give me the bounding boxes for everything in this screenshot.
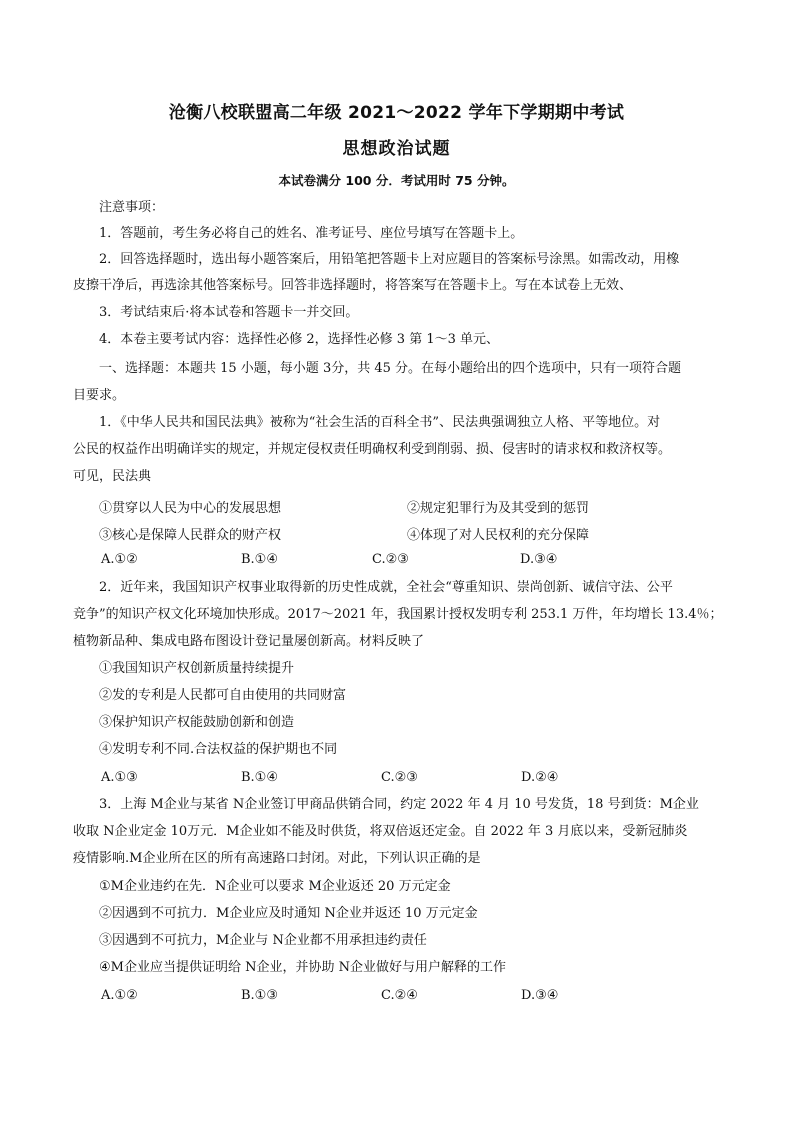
notice-item-4: 4．本卷主要考试内容：选择性必修 2，选择性必修 3 第 1～3 单元、 — [99, 332, 500, 347]
question-1-stem-line3: 可见，民法典 — [73, 469, 152, 484]
question-1-stem-line2: 公民的权益作出明确详实的规定，并规定侵权责任明确权利受到削弱、损、侵害时的请求权和救济权等。 — [73, 442, 672, 457]
question-3-stem-line3: 疫情影响.M企业所在区的所有高速路口封闭。对此，下列认识正确的是 — [73, 851, 481, 866]
question-1-statement-2: ②规定犯罪行为及其受到的惩罚 — [407, 501, 590, 516]
question-3-statement-1: ①M企业违约在先．N企业可以要求 M企业返还 20 万元定金 — [99, 879, 451, 894]
question-2-statement-2: ②发的专利是人民都可自由使用的共同财富 — [99, 688, 347, 703]
exam-info: 本试卷满分 100 分．考试用时 75 分钟。 — [278, 173, 515, 188]
question-3-option-c[interactable]: C.②④ — [381, 988, 418, 1003]
question-3-options — [99, 988, 739, 1004]
question-1-option-c[interactable]: C.②③ — [372, 552, 409, 567]
question-2-option-d[interactable]: D.②④ — [521, 770, 559, 785]
question-3-stem: 3．上海 M企业与某省 N企业签订甲商品供销合同，约定 2022 年 4 月 10 号发货，18 号到货：M企业 — [99, 797, 699, 812]
question-2-statement-4: ④发明专利不同.合法权益的保护期也不同 — [99, 742, 338, 757]
question-2-options — [99, 770, 739, 786]
section-heading-continued: 目要求。 — [73, 388, 126, 403]
question-3-option-b[interactable]: B.①③ — [241, 988, 278, 1003]
notice-item-2-continued: 皮擦干净后，再选涂其他答案标号。回答非选择题时，将答案写在答题卡上。写在本试卷上无效、 — [73, 278, 633, 293]
question-2-stem: 2．近年来，我国知识产权事业取得新的历史性成就，全社会“尊重知识、崇尚创新、诚信守法、公平 — [99, 580, 673, 595]
question-1-options — [99, 552, 739, 568]
question-3-statement-2: ②因遇到不可抗力．M企业应及时通知 N企业并返还 10 万元定金 — [99, 906, 478, 921]
notice-item-3: 3．考试结束后·将本试卷和答题卡一并交回。 — [99, 305, 359, 320]
notice-item-1: 1．答题前，考生务必将自己的姓名、准考证号、座位号填写在答题卡上。 — [99, 226, 524, 241]
question-3-option-d[interactable]: D.③④ — [521, 988, 559, 1003]
section-heading: 一、选择题：本题共 15 小题，每小题 3分，共 45 分。在每小题给出的四个选项中，只有一项符合题 — [99, 361, 682, 376]
question-2-option-b[interactable]: B.①④ — [241, 770, 278, 785]
question-1-statement-3: ③核心是保障人民群众的财产权 — [99, 528, 282, 543]
question-1-statements-row1 — [99, 497, 739, 516]
question-2-option-a[interactable]: A.①③ — [101, 770, 138, 785]
question-3-statement-4: ④M企业应当提供证明给 N企业，并协助 N企业做好与用户解释的工作 — [99, 960, 506, 975]
question-1-stem: 1．《中华人民共和国民法典》被称为“社会生活的百科全书”、民法典强调独立人格、平等地位。对 — [99, 415, 661, 430]
question-2-stem-line2: 竞争”的知识产权文化环境加快形成。2017～2021 年，我国累计授权发明专利 253.1 万件，年均增长 13.4％； — [73, 607, 723, 622]
question-3-stem-line2: 收取 N企业定金 10万元．M企业如不能及时供货，将双倍返还定金。自 2022 年 3 月底以来，受新冠肺炎 — [73, 824, 688, 839]
question-1-option-a[interactable]: A.①② — [101, 552, 138, 567]
question-2-option-c[interactable]: C.②③ — [381, 770, 418, 785]
question-1-option-d[interactable]: D.③④ — [520, 552, 558, 567]
question-1-statement-1: ①贯穿以人民为中心的发展思想 — [99, 501, 282, 516]
question-2-stem-line3: 植物新品种、集成电路布图设计登记量屡创新高。材料反映了 — [73, 634, 425, 649]
subject-title: 思想政治试题 — [342, 139, 451, 159]
question-3-statement-3: ③因遇到不可抗力，M企业与 N企业都不用承担违约责任 — [99, 933, 427, 948]
notice-heading: 注意事项： — [99, 200, 165, 215]
exam-title: 沧衡八校联盟高二年级 2021～2022 学年下学期期中考试 — [168, 103, 625, 123]
question-3-option-a[interactable]: A.①② — [101, 988, 138, 1003]
notice-item-2: 2．回答选择题时，选出每小题答案后，用铅笔把答题卡上对应题目的答案标号涂黑。如需改动，用橡 — [99, 252, 680, 267]
question-1-statement-4: ④体现了对人民权利的充分保障 — [407, 528, 590, 543]
question-2-statement-1: ①我国知识产权创新质量持续提升 — [99, 661, 295, 676]
question-2-statement-3: ③保护知识产权能鼓励创新和创造 — [99, 715, 295, 730]
question-1-option-b[interactable]: B.①④ — [241, 552, 278, 567]
question-1-statements-row2 — [99, 524, 739, 543]
